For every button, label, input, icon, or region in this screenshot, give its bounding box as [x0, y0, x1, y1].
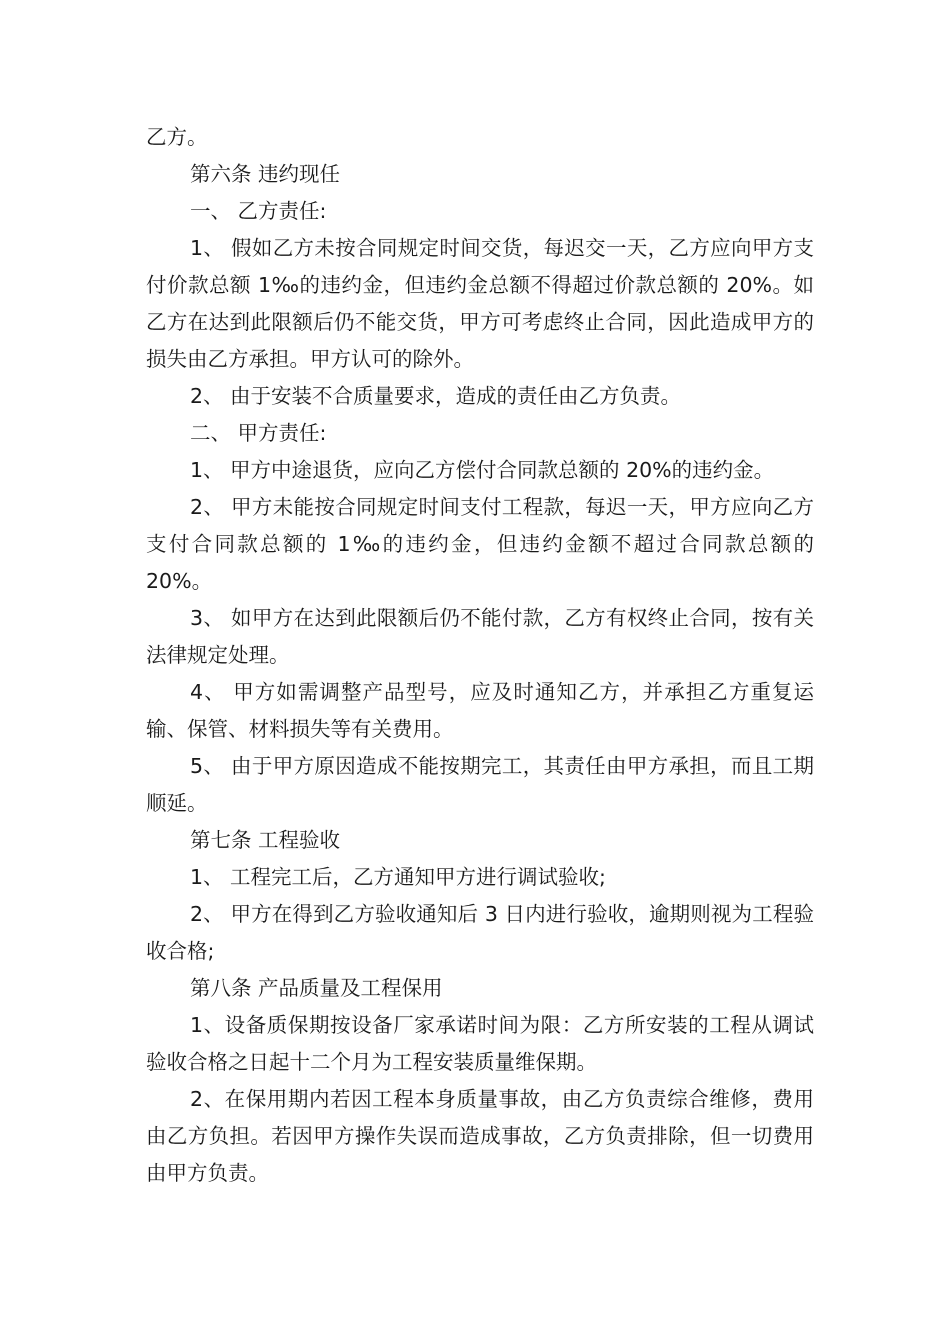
- section-party-b-heading: 一、 乙方责任:: [190, 199, 327, 223]
- acceptance-clause-2: 2、 甲方在得到乙方验收通知后 3 日内进行验收，逾期则视为工程验收合格;: [146, 902, 814, 963]
- party-a-clause-2: 2、 甲方未能按合同规定时间支付工程款，每迟一天，甲方应向乙方支付合同款总额的 1‰的违约金，但违约金额不超过合同款总额的 20%。: [146, 495, 814, 593]
- party-a-clause-3: 3、 如甲方在达到此限额后仍不能付款，乙方有权终止合同，按有关法律规定处理。: [146, 606, 814, 667]
- party-b-clause-1: 1、 假如乙方未按合同规定时间交货，每迟交一天，乙方应向甲方支付价款总额 1‰的违约金，但违约金总额不得超过价款总额的 20%。如乙方在达到此限额后仍不能交货，甲方可考虑终止合同，因此造成甲方的损失由乙方承担。甲方认可的除外。: [146, 236, 814, 371]
- party-a-clause-4: 4、 甲方如需调整产品型号，应及时通知乙方，并承担乙方重复运输、保管、材料损失等有关费用。: [146, 680, 814, 741]
- article-6-heading: 第六条 违约现任: [190, 162, 341, 186]
- article-7-heading: 第七条 工程验收: [190, 828, 341, 852]
- party-a-clause-5: 5、 由于甲方原因造成不能按期完工，其责任由甲方承担，而且工期顺延。: [146, 754, 814, 815]
- acceptance-clause-1: 1、 工程完工后，乙方通知甲方进行调试验收;: [190, 865, 606, 889]
- warranty-clause-2: 2、在保用期内若因工程本身质量事故，由乙方负责综合维修，费用由乙方负担。若因甲方操作失误而造成事故，乙方负责排除，但一切费用由甲方负责。: [146, 1087, 814, 1185]
- document-body: [146, 119, 814, 1192]
- party-b-clause-2: 2、 由于安装不合质量要求，造成的责任由乙方负责。: [190, 384, 682, 408]
- party-a-clause-1: 1、 甲方中途退货，应向乙方偿付合同款总额的 20%的违约金。: [190, 458, 775, 482]
- paragraph-continuation: 乙方。: [146, 125, 208, 149]
- article-8-heading: 第八条 产品质量及工程保用: [190, 976, 443, 1000]
- warranty-clause-1: 1、设备质保期按设备厂家承诺时间为限：乙方所安装的工程从调试验收合格之日起十二个月为工程安装质量维保期。: [146, 1013, 814, 1074]
- section-party-a-heading: 二、 甲方责任:: [190, 421, 327, 445]
